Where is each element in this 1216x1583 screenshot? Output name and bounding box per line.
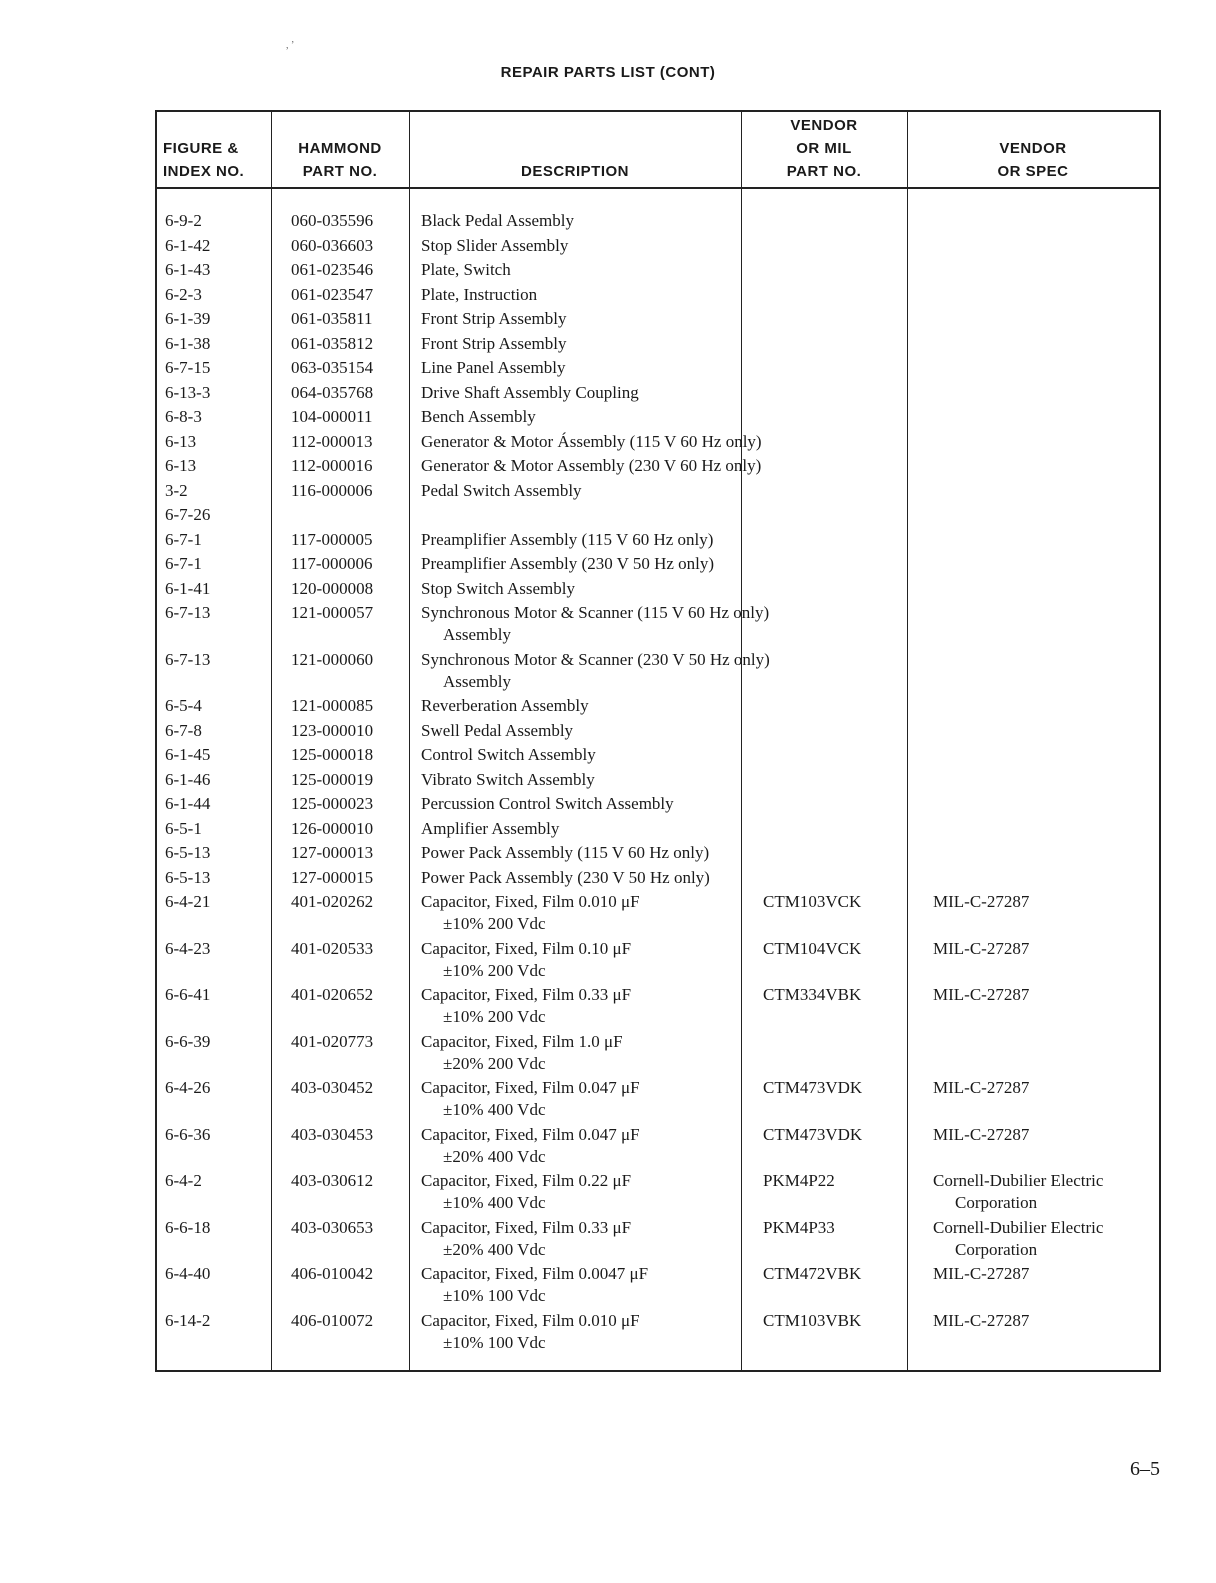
description-line: Black Pedal Assembly	[421, 211, 574, 230]
table-row	[157, 695, 1159, 720]
vendor-spec-line: Cornell-Dubilier Electric	[933, 1217, 1104, 1237]
description-cell	[421, 720, 573, 742]
description-cell	[421, 529, 713, 551]
hammond-part-cell: 406-010072	[291, 1310, 374, 1330]
hammond-part-cell: 116-000006	[291, 480, 373, 500]
figure-index-cell: 6-13-3	[165, 382, 211, 402]
description-line: ±10% 400 Vdc	[443, 1193, 546, 1212]
vendor-part-cell: CTM473VDK	[763, 1124, 863, 1144]
table-row	[157, 259, 1159, 284]
description-cell	[421, 1310, 640, 1354]
figure-index-cell: 6-8-3	[165, 407, 202, 426]
vendor-part-cell: PKM4P33	[763, 1217, 835, 1237]
table-row	[157, 1031, 1159, 1078]
figure-index-cell: 3-2	[165, 480, 188, 500]
description-cell	[421, 553, 714, 575]
description-cell	[421, 1170, 631, 1214]
figure-index-cell: 6-2-3	[165, 284, 202, 304]
description-cell	[421, 793, 674, 815]
vendor-spec-cell	[933, 984, 1029, 1006]
description-line: Plate, Switch	[421, 260, 511, 279]
description-line: Capacitor, Fixed, Film 0.047 μF	[421, 1078, 640, 1097]
stray-mark: , ’	[286, 40, 295, 51]
hammond-part-cell: 401-020533	[291, 938, 374, 958]
description-cell	[421, 578, 575, 600]
description-line: Reverberation Assembly	[421, 696, 589, 715]
figure-index-cell: 6-1-44	[165, 794, 211, 813]
hammond-part-cell: 401-020652	[291, 985, 374, 1004]
description-line: Pedal Switch Assembly	[421, 480, 582, 500]
vendor-spec-line: Cornell-Dubilier Electric	[933, 1171, 1104, 1190]
hammond-part-cell: 403-030452	[291, 1078, 374, 1097]
description-line: Percussion Control Switch Assembly	[421, 794, 674, 813]
description-line: Stop Switch Assembly	[421, 578, 575, 598]
description-line: Capacitor, Fixed, Film 0.10 μF	[421, 938, 632, 958]
hammond-part-cell: 403-030612	[291, 1171, 374, 1190]
table-row	[157, 382, 1159, 407]
vendor-spec-line: Corporation	[955, 1239, 1038, 1259]
description-line: Front Strip Assembly	[421, 309, 567, 328]
table-row	[157, 984, 1159, 1031]
description-line: Capacitor, Fixed, Film 0.010 μF	[421, 892, 640, 911]
figure-index-cell: 6-7-1	[165, 554, 202, 573]
description-line: Capacitor, Fixed, Film 0.33 μF	[421, 1217, 632, 1237]
description-line: Synchronous Motor & Scanner (115 V 60 Hz only)	[421, 603, 770, 622]
hammond-part-cell: 126-000010	[291, 818, 374, 838]
hammond-part-cell: 064-035768	[291, 382, 374, 402]
description-line: Swell Pedal Assembly	[421, 720, 574, 740]
table-row	[157, 842, 1159, 867]
description-line: Capacitor, Fixed, Film 0.33 μF	[421, 985, 632, 1004]
description-line: Amplifier Assembly	[421, 818, 560, 838]
description-cell	[421, 406, 536, 428]
figure-index-cell: 6-9-2	[165, 211, 202, 230]
header-line: OR MIL	[796, 140, 852, 157]
table-row	[157, 357, 1159, 382]
description-cell	[421, 333, 566, 355]
description-line: Assembly	[443, 625, 511, 644]
table-row	[157, 284, 1159, 309]
hammond-part-cell: 061-035812	[291, 333, 374, 353]
vendor-spec-cell	[933, 1310, 1029, 1332]
vendor-spec-line: MIL-C-27287	[933, 1310, 1030, 1330]
description-line: ±20% 400 Vdc	[443, 1239, 546, 1259]
table-row	[157, 744, 1159, 769]
hammond-part-cell: 121-000060	[291, 649, 374, 669]
figure-index-cell: 6-5-1	[165, 818, 202, 838]
figure-index-cell: 6-7-15	[165, 358, 211, 377]
header-line: DESCRIPTION	[520, 163, 629, 180]
description-cell	[421, 235, 568, 257]
hammond-part-cell: 121-000085	[291, 696, 374, 715]
description-line: ±10% 200 Vdc	[443, 1007, 546, 1026]
description-cell	[421, 431, 762, 453]
vendor-spec-cell	[933, 891, 1029, 913]
header-vendor-part	[741, 112, 907, 187]
hammond-part-cell: 061-023546	[291, 260, 374, 279]
header-line: PART NO.	[302, 163, 378, 180]
hammond-part-cell: 117-000006	[291, 554, 373, 573]
description-cell	[421, 938, 631, 982]
table-row	[157, 1310, 1159, 1357]
header-description	[409, 112, 741, 187]
header-rule	[157, 187, 1159, 189]
description-line: Bench Assembly	[421, 407, 536, 426]
header-line: OR SPEC	[997, 163, 1069, 180]
description-line: Vibrato Switch Assembly	[421, 769, 595, 789]
hammond-part-cell: 401-020773	[291, 1031, 374, 1051]
description-cell	[421, 480, 582, 502]
description-line: Power Pack Assembly (115 V 60 Hz only)	[421, 843, 710, 862]
page-number: 6–5	[1130, 1458, 1160, 1480]
description-line: Drive Shaft Assembly Coupling	[421, 382, 639, 402]
hammond-part-cell: 403-030653	[291, 1217, 374, 1237]
description-cell	[421, 867, 710, 889]
description-cell	[421, 308, 566, 330]
table-row	[157, 1077, 1159, 1124]
figure-index-cell: 6-4-23	[165, 938, 211, 958]
description-cell	[421, 259, 511, 281]
figure-index-cell: 6-1-43	[165, 260, 211, 279]
description-cell	[421, 744, 596, 766]
hammond-part-cell: 121-000057	[291, 603, 374, 622]
description-cell	[421, 818, 559, 840]
description-line: Synchronous Motor & Scanner (230 V 50 Hz only)	[421, 649, 770, 669]
description-cell	[421, 357, 565, 379]
header-vendor-spec	[907, 112, 1159, 187]
hammond-part-cell: 127-000013	[291, 843, 374, 862]
description-line: ±10% 100 Vdc	[443, 1332, 546, 1352]
figure-index-cell: 6-1-42	[165, 235, 211, 255]
vendor-part-cell: CTM103VCK	[763, 892, 862, 911]
hammond-part-cell: 112-000013	[291, 431, 373, 451]
description-line: ±10% 400 Vdc	[443, 1100, 546, 1119]
table-row	[157, 1217, 1159, 1264]
hammond-part-cell: 125-000019	[291, 769, 374, 789]
figure-index-cell: 6-5-4	[165, 696, 202, 715]
description-cell	[421, 1031, 623, 1075]
vendor-part-cell: CTM104VCK	[763, 938, 862, 958]
description-line: Stop Slider Assembly	[421, 235, 569, 255]
figure-index-cell: 6-6-36	[165, 1124, 211, 1144]
hammond-part-cell: 403-030453	[291, 1124, 374, 1144]
header-line: VENDOR	[790, 117, 858, 134]
table-row	[157, 480, 1159, 505]
table-row	[157, 649, 1159, 696]
description-cell	[421, 769, 595, 791]
vendor-part-cell: CTM472VBK	[763, 1264, 862, 1283]
table-row	[157, 1170, 1159, 1217]
table-row	[157, 720, 1159, 745]
table-row	[157, 529, 1159, 554]
repair-parts-table	[155, 110, 1161, 1372]
figure-index-cell: 6-6-39	[165, 1031, 211, 1051]
vendor-spec-cell	[933, 1124, 1029, 1146]
vendor-spec-line: MIL-C-27287	[933, 985, 1030, 1004]
vendor-spec-cell	[933, 1170, 1103, 1214]
header-line: FIGURE &	[163, 140, 239, 157]
description-line: ±10% 100 Vdc	[443, 1286, 546, 1305]
description-line: Capacitor, Fixed, Film 0.010 μF	[421, 1310, 640, 1330]
figure-index-cell: 6-5-13	[165, 843, 211, 862]
figure-index-cell: 6-5-13	[165, 867, 211, 887]
hammond-part-cell: 061-023547	[291, 284, 374, 304]
hammond-part-cell: 406-010042	[291, 1264, 374, 1283]
hammond-part-cell: 127-000015	[291, 867, 374, 887]
hammond-part-cell: 063-035154	[291, 358, 374, 377]
description-line: ±10% 200 Vdc	[443, 960, 546, 980]
description-cell	[421, 210, 574, 232]
table-row	[157, 1263, 1159, 1310]
description-line: Capacitor, Fixed, Film 0.22 μF	[421, 1171, 632, 1190]
table-body	[157, 210, 1159, 1356]
vendor-spec-line: MIL-C-27287	[933, 1264, 1030, 1283]
figure-index-cell: 6-1-41	[165, 578, 211, 598]
figure-index-cell: 6-6-18	[165, 1217, 211, 1237]
description-line: Control Switch Assembly	[421, 745, 596, 764]
table-row	[157, 333, 1159, 358]
figure-index-cell: 6-6-41	[165, 985, 211, 1004]
table-row	[157, 769, 1159, 794]
figure-index-cell: 6-4-26	[165, 1078, 211, 1097]
hammond-part-cell: 125-000018	[291, 745, 374, 764]
table-row	[157, 455, 1159, 480]
table-row	[157, 867, 1159, 892]
table-row	[157, 818, 1159, 843]
table-row	[157, 504, 1159, 529]
description-line: ±20% 200 Vdc	[443, 1053, 546, 1073]
figure-index-cell: 6-7-13	[165, 649, 211, 669]
hammond-part-cell: 104-000011	[291, 407, 373, 426]
hammond-part-cell: 060-035596	[291, 211, 374, 230]
hammond-part-cell: 060-036603	[291, 235, 374, 255]
description-cell	[421, 1077, 640, 1121]
description-cell	[421, 602, 769, 646]
description-cell	[421, 842, 709, 864]
vendor-spec-cell	[933, 1077, 1029, 1099]
hammond-part-cell: 401-020262	[291, 892, 374, 911]
header-line: HAMMOND	[298, 140, 382, 157]
table-row	[157, 235, 1159, 260]
hammond-part-cell: 112-000016	[291, 456, 373, 475]
description-line: Line Panel Assembly	[421, 358, 566, 377]
description-line: Assembly	[443, 671, 511, 691]
figure-index-cell: 6-7-13	[165, 603, 211, 622]
figure-index-cell: 6-14-2	[165, 1310, 211, 1330]
figure-index-cell: 6-4-21	[165, 892, 211, 911]
header-line: PART NO.	[786, 163, 862, 180]
description-line: Plate, Instruction	[421, 284, 538, 304]
figure-index-cell: 6-4-40	[165, 1264, 211, 1283]
table-row	[157, 210, 1159, 235]
figure-index-cell: 6-13	[165, 431, 197, 451]
description-cell	[421, 382, 639, 404]
vendor-spec-line: MIL-C-27287	[933, 1078, 1030, 1097]
description-line: Front Strip Assembly	[421, 333, 567, 353]
vendor-part-cell: PKM4P22	[763, 1171, 835, 1190]
table-row	[157, 578, 1159, 603]
header-line: INDEX NO.	[163, 163, 245, 180]
figure-index-cell: 6-7-26	[165, 505, 211, 524]
vendor-spec-cell	[933, 1217, 1103, 1261]
vendor-spec-line: MIL-C-27287	[933, 892, 1030, 911]
header-figure-index	[157, 112, 271, 187]
table-row	[157, 938, 1159, 985]
vendor-spec-line: MIL-C-27287	[933, 1124, 1030, 1144]
description-line: Preamplifier Assembly (230 V 50 Hz only)	[421, 554, 715, 573]
table-row	[157, 553, 1159, 578]
hammond-part-cell: 125-000023	[291, 794, 374, 813]
vendor-part-cell: CTM473VDK	[763, 1078, 863, 1097]
description-line: ±20% 400 Vdc	[443, 1146, 546, 1166]
table-row	[157, 406, 1159, 431]
vendor-spec-line: MIL-C-27287	[933, 938, 1030, 958]
description-line: Generator & Motor Assembly (230 V 60 Hz only)	[421, 456, 762, 475]
page-title: REPAIR PARTS LIST (CONT)	[500, 64, 716, 81]
description-cell	[421, 649, 770, 693]
table-row	[157, 793, 1159, 818]
vendor-part-cell: CTM103VBK	[763, 1310, 862, 1330]
table-row	[157, 431, 1159, 456]
description-cell	[421, 1263, 648, 1307]
vendor-part-cell: CTM334VBK	[763, 985, 862, 1004]
description-cell	[421, 891, 640, 935]
description-cell	[421, 284, 537, 306]
description-line: Power Pack Assembly (230 V 50 Hz only)	[421, 867, 710, 887]
table-row	[157, 1124, 1159, 1171]
description-cell	[421, 455, 761, 477]
hammond-part-cell: 120-000008	[291, 578, 374, 598]
figure-index-cell: 6-1-46	[165, 769, 211, 789]
description-cell	[421, 1217, 631, 1261]
description-line: Capacitor, Fixed, Film 0.047 μF	[421, 1124, 640, 1144]
description-line: Capacitor, Fixed, Film 0.0047 μF	[421, 1264, 649, 1283]
description-cell	[421, 1124, 640, 1168]
figure-index-cell: 6-1-39	[165, 309, 211, 328]
vendor-spec-cell	[933, 938, 1029, 960]
description-line: ±10% 200 Vdc	[443, 914, 546, 933]
description-line: Preamplifier Assembly (115 V 60 Hz only)	[421, 529, 714, 549]
description-cell	[421, 984, 631, 1028]
hammond-part-cell: 061-035811	[291, 309, 373, 328]
vendor-spec-cell	[933, 1263, 1029, 1285]
table-row	[157, 602, 1159, 649]
hammond-part-cell: 117-000005	[291, 529, 373, 549]
table-row	[157, 308, 1159, 333]
hammond-part-cell: 123-000010	[291, 720, 374, 740]
header-line: VENDOR	[999, 140, 1067, 157]
figure-index-cell: 6-4-2	[165, 1171, 202, 1190]
description-line: Generator & Motor Ássembly (115 V 60 Hz only)	[421, 431, 762, 451]
figure-index-cell: 6-7-1	[165, 529, 202, 549]
header-hammond-part	[271, 112, 409, 187]
figure-index-cell: 6-13	[165, 456, 197, 475]
figure-index-cell: 6-7-8	[165, 720, 202, 740]
figure-index-cell: 6-1-45	[165, 745, 211, 764]
vendor-spec-line: Corporation	[955, 1193, 1038, 1212]
figure-index-cell: 6-1-38	[165, 333, 211, 353]
description-line: Capacitor, Fixed, Film 1.0 μF	[421, 1031, 623, 1051]
table-row	[157, 891, 1159, 938]
description-cell	[421, 695, 589, 717]
